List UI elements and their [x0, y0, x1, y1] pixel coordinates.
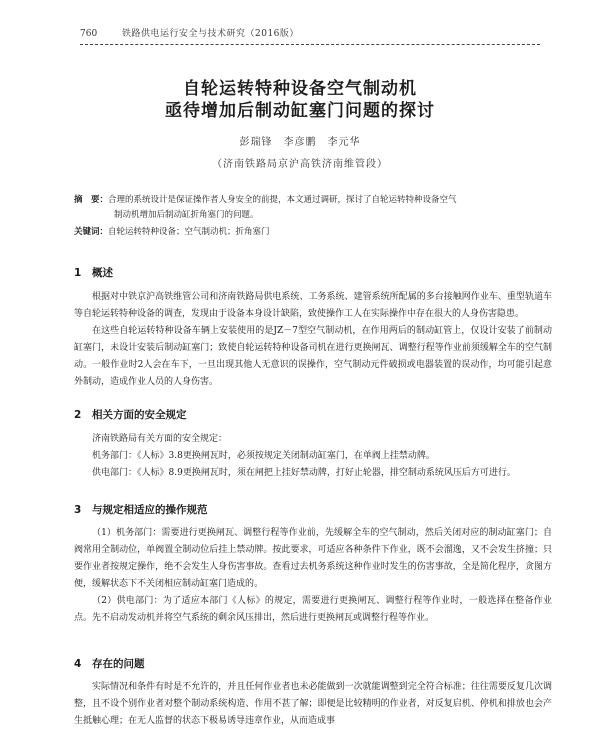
- title-line-1: 自轮运转特种设备空气制动机: [183, 79, 417, 99]
- paragraph: （2）供电部门：为了适应本部门《人标》的规定，需要进行更换闸瓦、调整行程等作业时，一般选择在整备作业点。先不启动发动机并将空气系统的剩余风压排出，然后进行更换闸瓦或调整行程等作业。: [74, 596, 552, 623]
- page-number: 760: [80, 29, 98, 39]
- journal-title: 铁路供电运行安全与技术研究（2016版）: [122, 29, 299, 39]
- abstract: [74, 194, 554, 206]
- paragraph: 在这些自轮运转特种设备车辆上安装使用的是JZ－7型空气制动机，在作用两后的制动缸管上，仅设计安装了前制动缸塞门，未设计安装后制动缸塞门；致使自轮运转特种设备司机在进行更换闸瓦、调整行程等作业前须缓解全车的空气制动。一般作业时2人会在车下，一旦出现其他人无意识的误操作，空气制动元件破损或电器装置的误动作，均可能引起意外制动，造成作业人员的人身伤害。: [74, 326, 552, 387]
- section-title: 概述: [92, 267, 113, 279]
- section-title: 存在的问题: [92, 658, 145, 670]
- section-heading-2: [74, 408, 187, 422]
- section-heading-1: [74, 266, 113, 280]
- header-divider: [80, 44, 540, 45]
- section-heading-4: [74, 657, 145, 671]
- section-number: 4: [74, 658, 82, 670]
- keywords: [74, 226, 554, 238]
- title-line-2: 亟待增加后制动缸塞门问题的探讨: [165, 101, 435, 121]
- section-number: 3: [74, 504, 82, 516]
- section-number: 2: [74, 409, 82, 421]
- section-2-body: [74, 431, 552, 482]
- abstract-continuation: [114, 209, 554, 221]
- paragraph: 机务部门：《人标》3.8更换闸瓦时，必须按规定关闭制动缸塞门，在单阀上挂禁动牌。: [92, 451, 435, 461]
- abstract-text-line-1: 合理的系统设计是保证操作者人身安全的前提，本文通过调研，探讨了自轮运转特种设备空气: [108, 195, 457, 205]
- section-title: 相关方面的安全规定: [92, 409, 187, 421]
- paragraph: 济南铁路局有关方面的安全规定：: [92, 434, 228, 444]
- section-3-body: [74, 525, 552, 627]
- paragraph: 供电部门：《人标》8.9更换闸瓦时，须在闸把上挂好禁动牌，打好止轮器，排空制动系统风压后方可进行。: [92, 468, 516, 478]
- keywords-text: 自轮运转特种设备；空气制动机；折角塞门: [108, 227, 270, 237]
- article-title: [0, 78, 600, 122]
- paragraph: （1）机务部门：需要进行更换闸瓦、调整行程等作业前，先缓解全车的空气制动，然后关闭对应的制动缸塞门；自阀常用全制动位，单阀置全制动位后挂上禁动牌。按此要求，可适应各种条件下作业，既不会溜逸，又不会发生挤撞；只要作业者按规定操作，绝不会发生人身伤害事故。查看过去机务系统这种作业时发生的伤害事故，全是简化程序，贪图方便，缓解状态下不关闭相应制动缸塞门造成的。: [74, 528, 552, 589]
- affiliation: （济南铁路局京沪高铁济南维管段）: [212, 159, 388, 170]
- paragraph: 实际情况和条件有时是不允许的，并且任何作业者也未必能做到一次就能调整到完全符合标准；往往需要反复几次调整，且不设个别作业者对整个制动系统构造、作用不甚了解；即便是比较精明的作业者，对反复启机、停机和排放也会产生抵触心理；在无人监督的状态下极易诱导违章作业，从而造成事: [74, 682, 552, 726]
- section-1-body: [74, 289, 552, 391]
- section-number: 1: [74, 267, 82, 279]
- authors: 彭瑞锋 李彦鹏 李元华: [239, 137, 361, 148]
- section-title: 与规定相适应的操作规范: [92, 504, 208, 516]
- section-heading-3: [74, 503, 208, 517]
- abstract-label: 摘 要：: [74, 195, 109, 205]
- running-header: [60, 27, 545, 41]
- keywords-label: 关键词：: [74, 227, 109, 237]
- section-4-body: [74, 679, 552, 730]
- abstract-text-line-2: 制动机增加后制动缸折角塞门的问题。: [114, 210, 259, 220]
- paragraph: 根据对中铁京沪高铁维管公司和济南铁路局供电系统、工务系统、建管系统所配属的多台接触网作业车、重型轨道车等自轮运转特种设备的调查，发现由于设备本身设计缺陷，致使操作工人在实际操作中存在很大的人身伤害隐患。: [74, 292, 552, 319]
